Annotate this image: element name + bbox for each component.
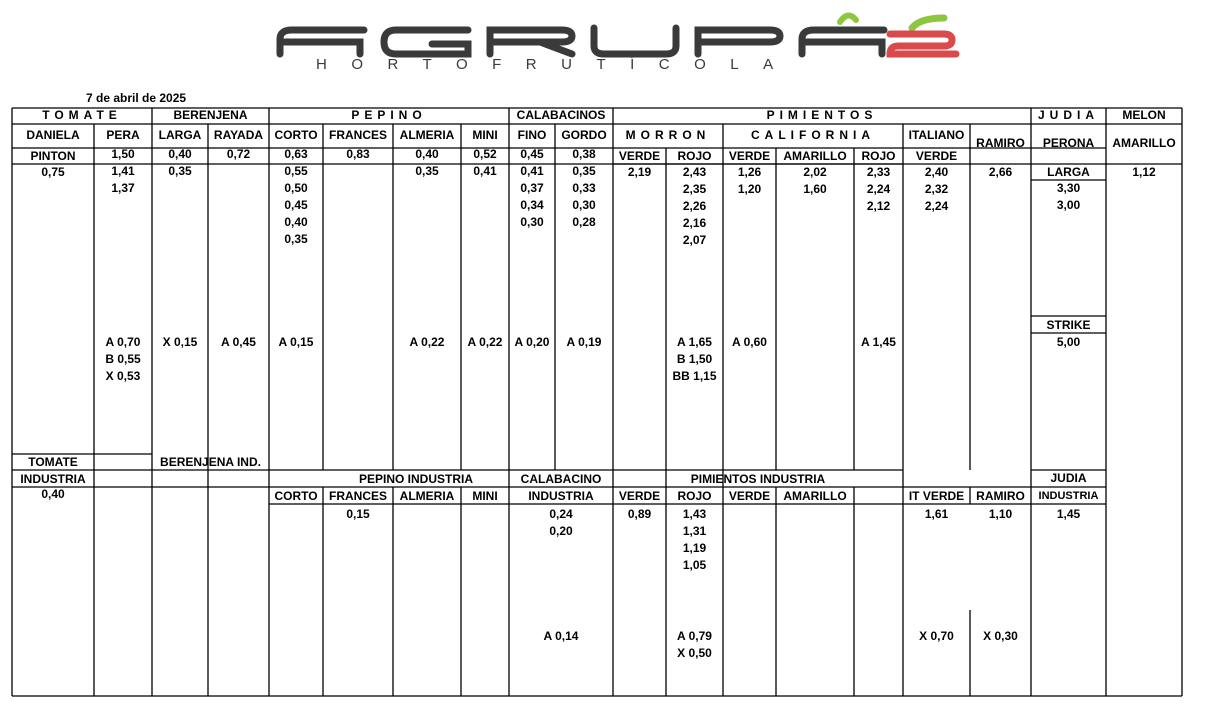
ind-it-verde-cat: X 0,70 [919,629,954,643]
group-pimientos: PIMIENTOS [766,108,878,122]
ind-pim-col-2: VERDE [728,489,771,503]
val-italiano-verde: 2,40 [924,165,949,179]
val-fino: 0,45 [520,147,544,161]
val-cal-rojo: 2,12 [866,199,891,213]
val-pera-cat: A 0,70 [105,335,141,349]
col-pim-0: VERDE [618,149,661,163]
val-perona-larga: 3,00 [1056,198,1081,212]
price-date: 7 de abril de 2025 [86,91,187,105]
val-perona-strike: 5,00 [1056,335,1081,349]
ind-pim-col-1: ROJO [677,489,712,503]
col-pim-1: ROJO [677,149,712,163]
val-melon-amarillo: 1,12 [1132,165,1156,179]
val-perona-larga: 3,30 [1056,181,1081,195]
ind-pim-rojo-cat: X 0,50 [677,646,712,660]
val-frances: 0,83 [346,147,370,161]
col-pim-2: VERDE [728,149,771,163]
val-corto: 0,63 [284,147,308,161]
group-calabacinos: CALABACINOS [516,108,606,122]
group-berenjena: BERENJENA [173,108,248,122]
val-corto: 0,45 [284,198,308,212]
val-gordo: 0,28 [572,215,596,229]
val-cal-amarillo: 1,60 [803,182,827,196]
val-gordo: 0,38 [572,147,596,161]
val-cal-amarillo: 2,02 [803,165,827,179]
col-mini: MINI [472,128,498,142]
val-daniela: 0,75 [41,165,65,179]
col-corto: CORTO [274,128,318,142]
ind-pim-rojo-val: 1,05 [682,558,707,572]
val-larga: 0,35 [168,164,192,178]
group-pepino: PEPINO [351,108,427,122]
col-fino: FINO [517,128,547,142]
val-corto: 0,50 [284,181,308,195]
ind-tomate-label: TOMATE [28,455,78,469]
ind-it-verde-val: 1,61 [924,507,949,521]
group-judia: JUDIA [1037,108,1099,122]
col-ramiro: RAMIRO [976,136,1025,150]
col-daniela: DANIELA [26,128,80,142]
ind-pim-verde-val: 0,89 [627,507,652,521]
val-pera: 1,50 [111,147,135,161]
val-cal-verde-cat: A 0,60 [732,335,767,349]
ind-ramiro-val: 1,10 [988,507,1013,521]
ind-judia-label2: INDUSTRIA [1038,490,1099,502]
val-fino: 0,34 [520,198,544,212]
col-pinton: PINTON [30,149,76,163]
ind-pim-col-3: AMARILLO [783,489,847,503]
val-cal-rojo: 2,33 [866,165,891,179]
ind-pimientos-label: PIMIENTOS INDUSTRIA [690,472,826,486]
group-melon: MELON [1122,108,1166,122]
ind-tomate-label2: INDUSTRIA [20,472,86,486]
val-fino: 0,30 [520,215,544,229]
val-morron-rojo: 2,26 [682,199,707,213]
ind-tomate-val: 0,40 [41,487,65,501]
ind-calabacino-val: 0,20 [549,524,573,538]
ind-calabacino-val: 0,24 [549,507,573,521]
val-larga-cat: X 0,15 [162,335,198,349]
val-morron-rojo-cat: B 1,50 [676,352,713,366]
val-larga: 0,40 [168,147,192,161]
col-perona: PERONA [1042,136,1095,150]
ind-pim-rojo-val: 1,31 [682,524,707,538]
ind-berenjena-label: BERENJENA IND. [160,455,261,469]
val-morron-rojo: 2,16 [682,216,707,230]
val-almeria: 0,35 [415,164,439,178]
val-gordo: 0,33 [572,181,596,195]
ind-pim-rojo-val: 1,19 [682,541,707,555]
val-rayada-cat: A 0,45 [221,335,256,349]
col-frances: FRANCES [328,128,387,142]
val-italiano-verde: 2,32 [924,182,949,196]
val-almeria-cat: A 0,22 [409,335,445,349]
col-almeria: ALMERIA [399,128,455,142]
label-perona-larga: LARGA [1047,165,1090,179]
val-corto: 0,40 [284,215,308,229]
ind-frances-val: 0,15 [346,507,370,521]
val-pera-cat: B 0,55 [105,352,141,366]
ind-pim-rojo-val: 1,43 [682,507,707,521]
val-almeria: 0,40 [415,147,439,161]
val-ramiro: 2,66 [988,165,1013,179]
ind-judia-val: 1,45 [1056,507,1081,521]
val-cal-verde: 1,26 [737,165,762,179]
val-corto: 0,35 [284,232,308,246]
subgroup-california: CALIFORNIA [751,128,875,142]
val-rayada: 0,72 [226,147,251,161]
val-morron-rojo: 2,43 [682,165,707,179]
ind-calabacino-col: INDUSTRIA [528,489,594,503]
col-larga: LARGA [158,128,202,142]
val-morron-rojo-cat: A 1,65 [677,335,712,349]
val-pera-cat: X 0,53 [105,369,141,383]
ind-pim-col-0: VERDE [618,489,661,503]
ind-ramiro-label: RAMIRO [976,489,1025,503]
col-italiano: ITALIANO [908,128,965,142]
col-pera: PERA [106,128,140,142]
val-corto: 0,55 [284,164,308,178]
col-melon-amarillo: AMARILLO [1112,136,1176,150]
val-corto-cat: A 0,15 [278,335,314,349]
ind-calabacino-cat: A 0,14 [543,629,579,643]
ind-ramiro-cat: X 0,30 [983,629,1018,643]
val-pera: 1,37 [111,181,135,195]
ind-col-mini: MINI [472,489,498,503]
ind-col-frances: FRANCES [328,489,387,503]
col-pim-3: AMARILLO [783,149,847,163]
val-morron-rojo: 2,35 [682,182,707,196]
col-pim-4: ROJO [861,149,896,163]
ind-judia-label: JUDIA [1050,471,1087,485]
col-gordo: GORDO [561,128,607,142]
val-morron-rojo-cat: BB 1,15 [672,369,717,383]
subgroup-morron: MORRON [625,128,711,142]
val-cal-verde: 1,20 [737,182,762,196]
ind-col-almeria: ALMERIA [399,489,455,503]
val-mini-cat: A 0,22 [467,335,503,349]
val-morron-rojo: 2,07 [682,233,707,247]
ind-pim-rojo-cat: A 0,79 [677,629,712,643]
ind-pepino-label: PEPINO INDUSTRIA [358,472,473,486]
val-mini: 0,52 [473,147,497,161]
val-gordo: 0,35 [572,164,596,178]
val-fino-cat: A 0,20 [514,335,550,349]
group-tomate: TOMATE [42,108,122,122]
ind-calabacino-label: CALABACINO [520,472,602,486]
ind-col-corto: CORTO [274,489,318,503]
val-morron-verde: 2,19 [627,165,652,179]
col-rayada: RAYADA [213,128,264,142]
val-gordo: 0,30 [572,198,596,212]
val-pera: 1,41 [111,164,135,178]
label-perona-strike: STRIKE [1046,318,1091,332]
val-fino: 0,37 [520,181,544,195]
col-pim-5: VERDE [915,149,958,163]
val-cal-rojo-cat: A 1,45 [861,335,896,349]
ind-it-verde-label: IT VERDE [908,489,965,503]
logo-subtitle: HORTOFRUTÍCOLA [316,56,798,73]
val-fino: 0,41 [520,164,544,178]
val-italiano-verde: 2,24 [924,199,949,213]
val-gordo-cat: A 0,19 [566,335,602,349]
val-cal-rojo: 2,24 [866,182,891,196]
val-mini: 0,41 [473,164,497,178]
